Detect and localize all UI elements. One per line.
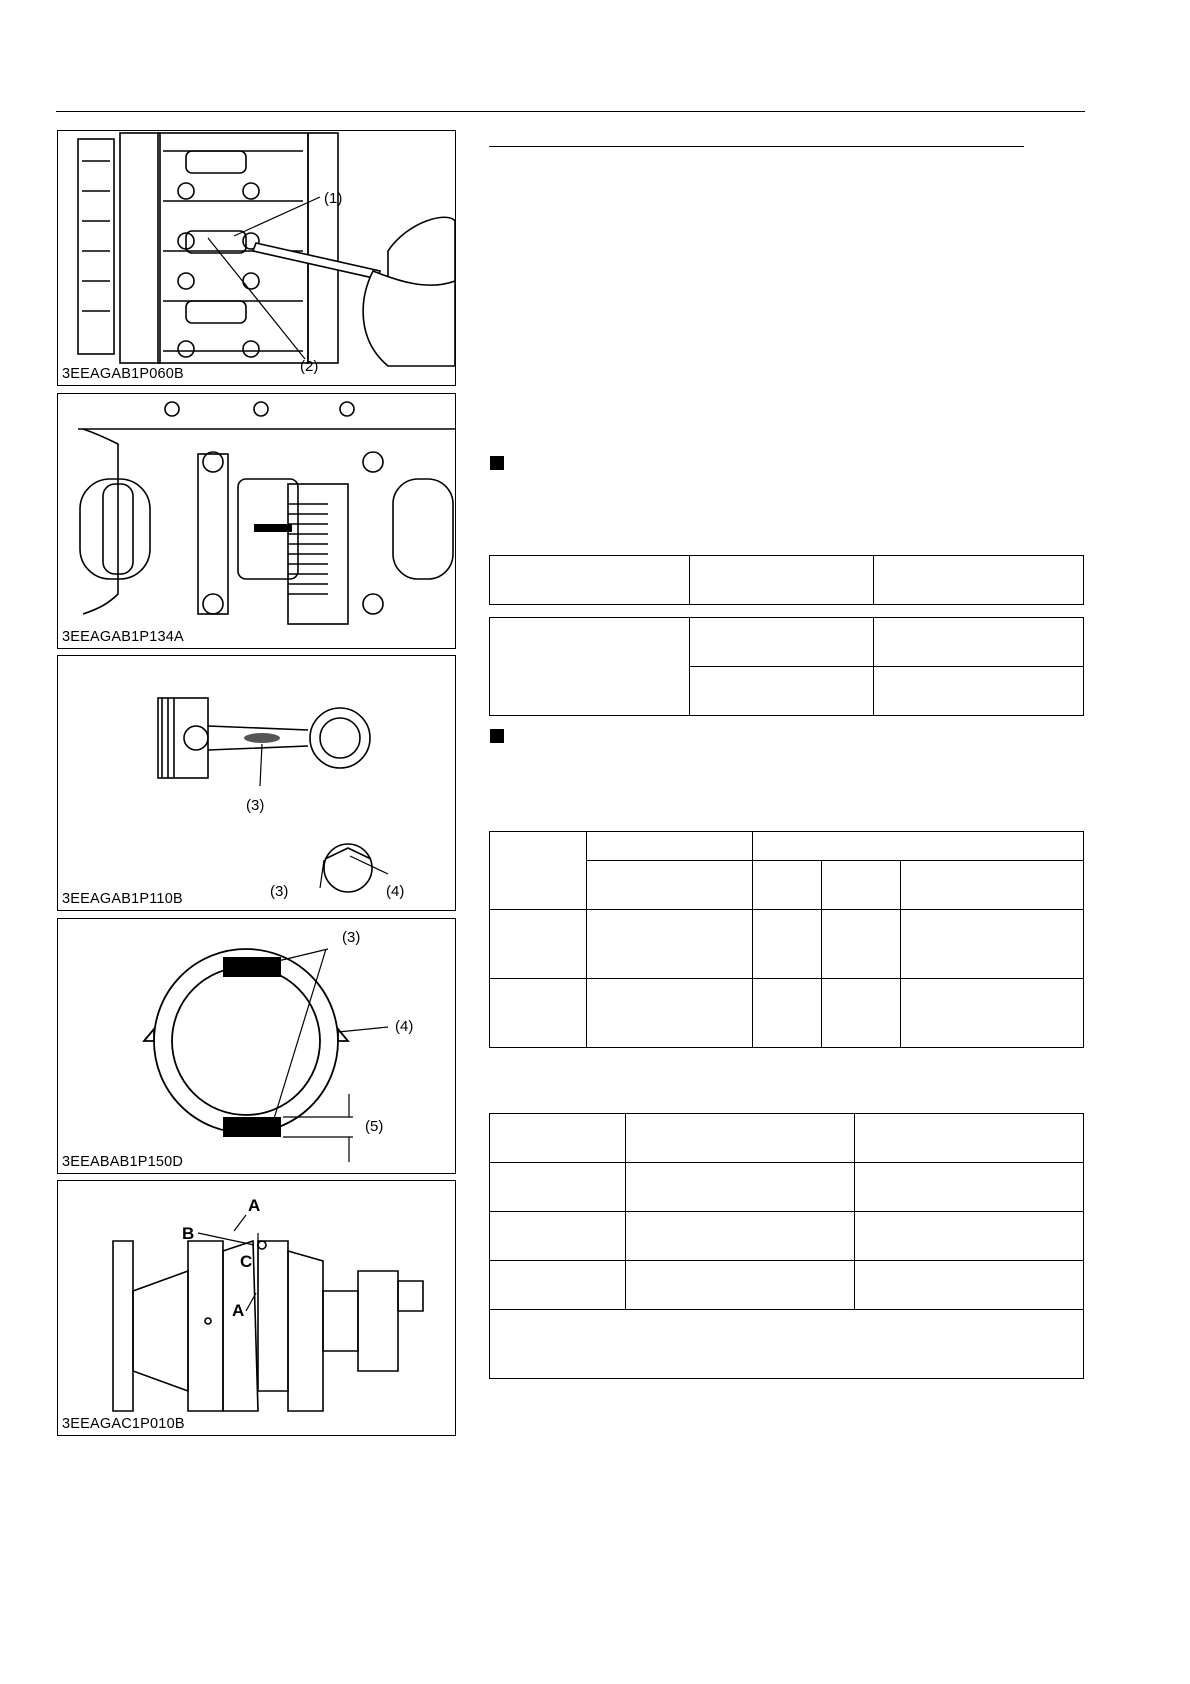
table-cell	[626, 1212, 855, 1261]
callout-label: (3)	[270, 883, 289, 900]
table-cell	[753, 979, 822, 1048]
table-cell	[587, 910, 753, 979]
table-cell	[587, 979, 753, 1048]
header-rule	[56, 111, 1085, 112]
table-cell	[690, 556, 874, 605]
figure-code: 3EEABAB1P150D	[62, 1154, 184, 1170]
table-cell	[901, 861, 1084, 910]
callout-label: (3)	[246, 797, 265, 814]
figure-crankshaft-measurement	[57, 1180, 456, 1436]
table-note-cell	[490, 1310, 1084, 1379]
undersize-table	[489, 1113, 1084, 1379]
figure-code: 3EEAGAB1P060B	[62, 366, 184, 382]
table-cell	[490, 1261, 626, 1310]
table-cell	[874, 667, 1084, 716]
table-cell	[690, 667, 874, 716]
table-cell	[901, 979, 1084, 1048]
table-cell	[490, 979, 587, 1048]
callout-label: (3)	[342, 929, 361, 946]
callout-label: C	[240, 1252, 253, 1271]
figure-code: 3EEAGAB1P110B	[62, 891, 183, 907]
table-cell	[855, 1261, 1084, 1310]
table-cell	[753, 861, 822, 910]
table-cell	[874, 618, 1084, 667]
figure-connecting-rod-markings	[57, 655, 456, 911]
bearing-selection-table	[489, 831, 1084, 1048]
engine-block-illustration	[58, 131, 455, 385]
table-cell	[490, 910, 587, 979]
table-cell	[626, 1261, 855, 1310]
table-cell	[490, 1114, 626, 1163]
table-cell	[753, 832, 1084, 861]
table-cell	[490, 618, 690, 716]
table-cell	[626, 1114, 855, 1163]
section-bullet	[490, 729, 504, 743]
table-cell	[822, 861, 901, 910]
bearing-ring-illustration	[58, 919, 455, 1173]
figure-bearing-ring	[57, 918, 456, 1174]
table-cell	[587, 832, 753, 861]
callout-label: (1)	[324, 190, 343, 207]
table-cell	[690, 618, 874, 667]
callout-label: (4)	[395, 1018, 414, 1035]
table-cell	[490, 1212, 626, 1261]
table-cell	[490, 1163, 626, 1212]
callout-label: B	[182, 1224, 195, 1243]
table-cell	[855, 1114, 1084, 1163]
figure-code: 3EEAGAB1P134A	[62, 629, 184, 645]
callout-label: A	[232, 1301, 245, 1320]
spec-table-header	[489, 555, 1084, 605]
table-cell	[855, 1212, 1084, 1261]
figure-connecting-rod-cap-removal	[57, 130, 456, 386]
table-cell	[855, 1163, 1084, 1212]
table-cell	[901, 910, 1084, 979]
table-cell	[490, 556, 690, 605]
table-cell	[490, 832, 587, 910]
section-title-rule	[489, 146, 1024, 147]
callout-label: (4)	[386, 883, 405, 900]
callout-label: (5)	[365, 1118, 384, 1135]
figure-plastigage-measurement	[57, 393, 456, 649]
table-cell	[822, 979, 901, 1048]
figure-code: 3EEAGAC1P010B	[62, 1416, 185, 1432]
piston-rod-illustration	[58, 656, 455, 910]
crankshaft-bearing-illustration	[58, 394, 455, 648]
callout-label: A	[248, 1196, 261, 1215]
spec-table	[489, 617, 1084, 716]
table-cell	[587, 861, 753, 910]
crankshaft-illustration	[58, 1181, 455, 1435]
table-cell	[753, 910, 822, 979]
callout-label: (2)	[300, 358, 319, 375]
table-cell	[822, 910, 901, 979]
table-cell	[626, 1163, 855, 1212]
table-cell	[874, 556, 1084, 605]
section-bullet	[490, 456, 504, 470]
